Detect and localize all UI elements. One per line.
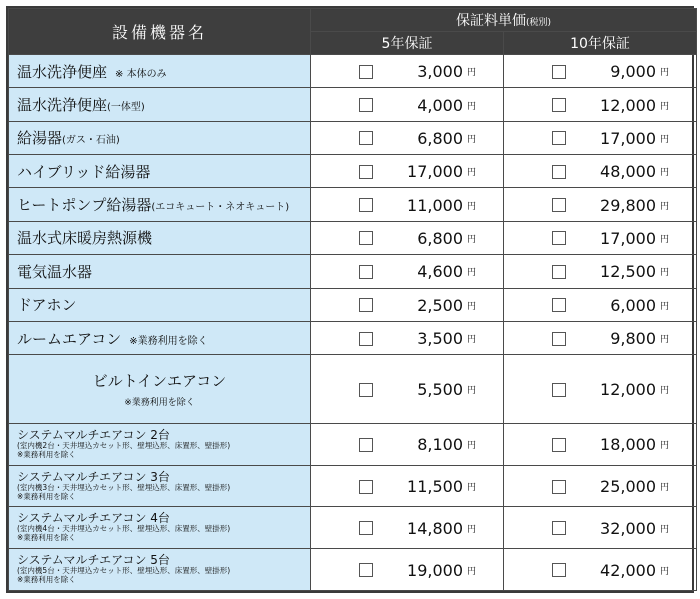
checkbox-10yr[interactable] (552, 438, 566, 452)
device-name: 電気温水器 (9, 255, 311, 288)
warranty-price-table (8, 8, 697, 591)
checkbox-5yr[interactable] (359, 438, 373, 452)
checkbox-10yr[interactable] (552, 98, 566, 112)
table-row (9, 355, 697, 424)
device-name: ルームエアコン ※業務利用を除く (9, 321, 311, 354)
device-name: 給湯器(ガス・石油) (9, 121, 311, 154)
price-5yr: 11,000 円 (311, 188, 504, 221)
checkbox-10yr[interactable] (552, 198, 566, 212)
checkbox-10yr[interactable] (552, 521, 566, 535)
checkbox-10yr[interactable] (552, 563, 566, 577)
header-device-name: 設備機器名 (9, 9, 311, 55)
header-10yr: 10年保証 (504, 32, 697, 55)
checkbox-10yr[interactable] (552, 480, 566, 494)
checkbox-5yr[interactable] (359, 231, 373, 245)
checkbox-5yr[interactable] (359, 131, 373, 145)
warranty-price-table-frame (6, 6, 694, 593)
table-row (9, 321, 697, 354)
price-10yr: 42,000 円 (504, 549, 697, 591)
price-10yr: 25,000 円 (504, 465, 697, 507)
checkbox-10yr[interactable] (552, 298, 566, 312)
checkbox-5yr[interactable] (359, 521, 373, 535)
table-row (9, 255, 697, 288)
price-10yr: 29,800 円 (504, 188, 697, 221)
checkbox-5yr[interactable] (359, 65, 373, 79)
checkbox-10yr[interactable] (552, 165, 566, 179)
price-10yr: 32,000 円 (504, 507, 697, 549)
device-name: システムマルチエアコン 3台 (室内機3台・天井埋込カセット形、壁埋込形、床置形、壁掛形) ※業務利用を除く (9, 465, 311, 507)
device-name: ビルトインエアコン ※業務利用を除く (9, 355, 311, 424)
device-name: ヒートポンプ給湯器(エコキュート・ネオキュート) (9, 188, 311, 221)
checkbox-5yr[interactable] (359, 563, 373, 577)
checkbox-5yr[interactable] (359, 265, 373, 279)
checkbox-10yr[interactable] (552, 332, 566, 346)
table-row (9, 221, 697, 254)
header-tax-note: (税別) (525, 18, 552, 28)
table-row (9, 424, 697, 466)
price-10yr: 17,000 円 (504, 121, 697, 154)
price-5yr: 17,000 円 (311, 155, 504, 188)
checkbox-10yr[interactable] (552, 383, 566, 397)
price-10yr: 9,000 円 (504, 55, 697, 88)
price-5yr: 3,000 円 (311, 55, 504, 88)
table-row (9, 507, 697, 549)
device-name: 温水式床暖房熱源機 (9, 221, 311, 254)
price-10yr: 6,000 円 (504, 288, 697, 321)
price-10yr: 18,000 円 (504, 424, 697, 466)
device-name: システムマルチエアコン 5台 (室内機5台・天井埋込カセット形、壁埋込形、床置形、壁掛形) ※業務利用を除く (9, 549, 311, 591)
device-name: システムマルチエアコン 4台 (室内機4台・天井埋込カセット形、壁埋込形、床置形、壁掛形) ※業務利用を除く (9, 507, 311, 549)
device-name: 温水洗浄便座(一体型) (9, 88, 311, 121)
price-10yr: 48,000 円 (504, 155, 697, 188)
table-row (9, 188, 697, 221)
price-10yr: 9,800 円 (504, 321, 697, 354)
table-row (9, 88, 697, 121)
checkbox-5yr[interactable] (359, 165, 373, 179)
checkbox-5yr[interactable] (359, 198, 373, 212)
checkbox-5yr[interactable] (359, 480, 373, 494)
price-5yr: 6,800 円 (311, 221, 504, 254)
checkbox-5yr[interactable] (359, 298, 373, 312)
price-10yr: 12,000 円 (504, 88, 697, 121)
checkbox-10yr[interactable] (552, 131, 566, 145)
table-row (9, 55, 697, 88)
header-5yr: 5年保証 (311, 32, 504, 55)
table-row (9, 465, 697, 507)
price-10yr: 17,000 円 (504, 221, 697, 254)
checkbox-5yr[interactable] (359, 98, 373, 112)
checkbox-10yr[interactable] (552, 231, 566, 245)
price-5yr: 19,000 円 (311, 549, 504, 591)
price-5yr: 2,500 円 (311, 288, 504, 321)
price-10yr: 12,000 円 (504, 355, 697, 424)
price-5yr: 11,500 円 (311, 465, 504, 507)
price-10yr: 12,500 円 (504, 255, 697, 288)
table-row (9, 288, 697, 321)
checkbox-10yr[interactable] (552, 65, 566, 79)
price-5yr: 6,800 円 (311, 121, 504, 154)
checkbox-5yr[interactable] (359, 383, 373, 397)
table-row (9, 121, 697, 154)
checkbox-10yr[interactable] (552, 265, 566, 279)
checkbox-5yr[interactable] (359, 332, 373, 346)
device-name: ドアホン (9, 288, 311, 321)
price-5yr: 8,100 円 (311, 424, 504, 466)
device-name: ハイブリッド給湯器 (9, 155, 311, 188)
price-5yr: 14,800 円 (311, 507, 504, 549)
header-warranty-price-label: 保証料単価 (455, 13, 526, 29)
table-row (9, 155, 697, 188)
price-5yr: 4,000 円 (311, 88, 504, 121)
device-name: システムマルチエアコン 2台 (室内機2台・天井埋込カセット形、壁埋込形、床置形、壁掛形) ※業務利用を除く (9, 424, 311, 466)
header-warranty-price (311, 9, 697, 32)
price-5yr: 3,500 円 (311, 321, 504, 354)
device-name: 温水洗浄便座 ※ 本体のみ (9, 55, 311, 88)
price-5yr: 5,500 円 (311, 355, 504, 424)
table-row (9, 549, 697, 591)
price-5yr: 4,600 円 (311, 255, 504, 288)
